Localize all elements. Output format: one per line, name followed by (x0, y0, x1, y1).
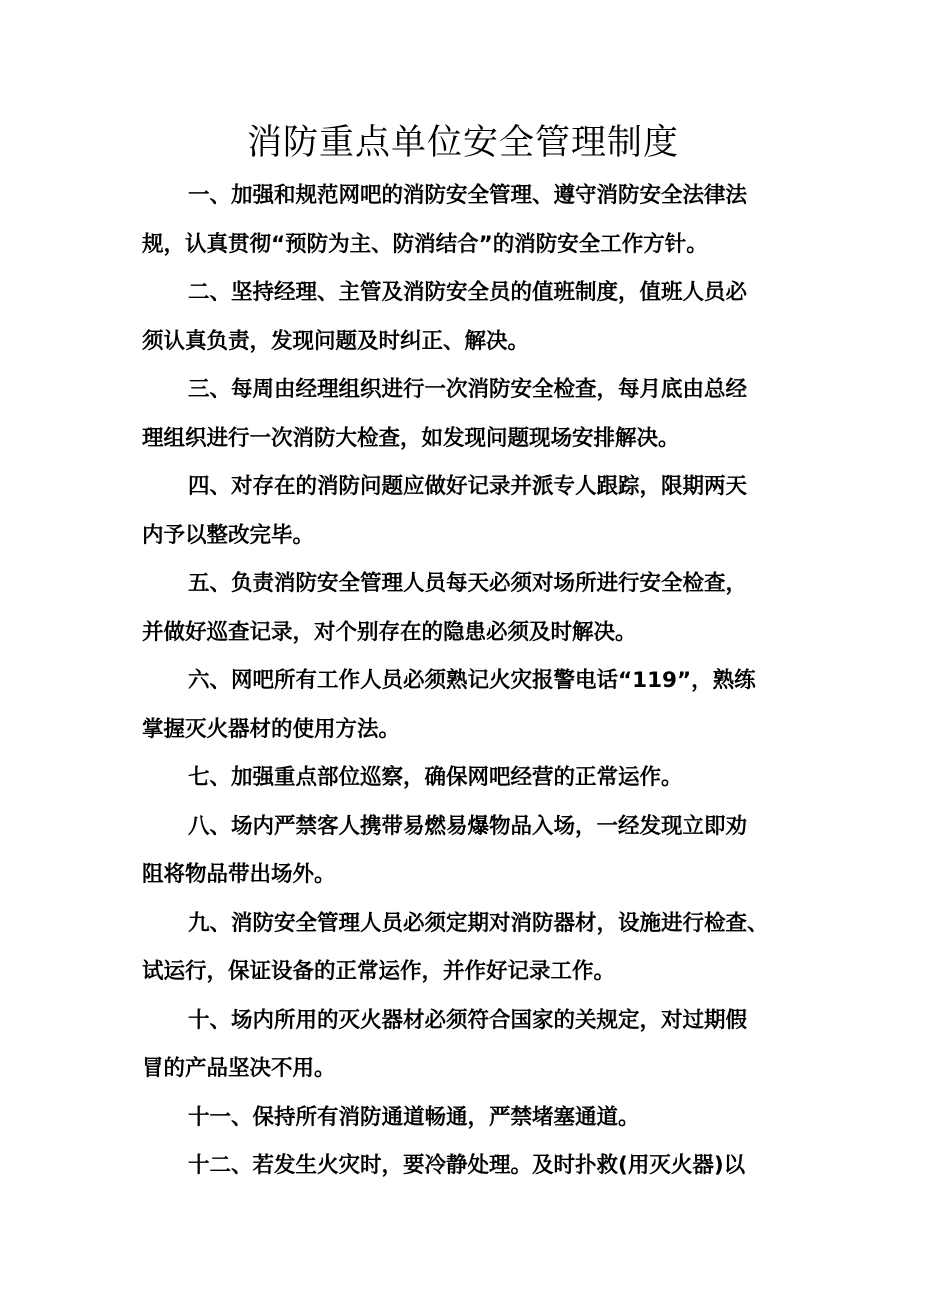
paragraph-line: 二、坚持经理、主管及消防安全员的值班制度，值班人员必 (188, 280, 748, 305)
paragraph-line: 须认真负责，发现问题及时纠正、解决。 (142, 328, 530, 354)
paragraph-11 (142, 1094, 790, 1143)
paragraph-1 (142, 172, 790, 269)
paragraph-line: 试运行，保证设备的正常运作，并作好记录工作。 (142, 959, 616, 984)
paragraph-line: 四、对存在的消防问题应做好记录并派专人跟踪，限期两天 (188, 474, 748, 499)
paragraph-10 (142, 997, 790, 1094)
paragraph-line: 七、加强重点部位巡察，确保网吧经营的正常运作。 (188, 765, 683, 790)
paragraph-line: 六、网吧所有工作人员必须熟记火灾报警电话“119”，熟练 (188, 668, 756, 693)
paragraph-line: 十二、若发生火灾时，要冷静处理。及时扑救(用灭火器)以 (188, 1153, 746, 1178)
paragraph-line: 一、加强和规范网吧的消防安全管理、遵守消防安全法律法 (188, 183, 748, 208)
paragraph-3 (142, 366, 790, 463)
paragraph-line: 十一、保持所有消防通道畅通，严禁堵塞通道。 (188, 1104, 640, 1130)
paragraph-line: 规，认真贯彻“预防为主、防消结合”的消防安全工作方针。 (142, 231, 708, 257)
paragraph-line: 八、场内严禁客人携带易燃易爆物品入场，一经发现立即劝 (188, 813, 748, 839)
paragraph-4 (142, 463, 790, 560)
paragraph-line: 冒的产品坚决不用。 (142, 1056, 336, 1081)
paragraph-line: 三、每周由经理组织进行一次消防安全检查，每月底由总经 (188, 377, 748, 402)
paragraph-line: 九、消防安全管理人员必须定期对消防器材，设施进行检查、 (188, 910, 769, 936)
paragraph-line: 十、场内所用的灭火器材必须符合国家的关规定，对过期假 (188, 1007, 748, 1033)
document-body (142, 172, 790, 1191)
paragraph-7 (142, 754, 790, 803)
paragraph-line: 掌握灭火器材的使用方法。 (142, 716, 401, 742)
document-title: 消防重点单位安全管理制度 (246, 123, 679, 163)
paragraph-12 (142, 1142, 790, 1191)
paragraph-9 (142, 900, 790, 997)
paragraph-line: 理组织进行一次消防大检查，如发现问题现场安排解决。 (142, 425, 680, 451)
paragraph-6 (142, 657, 790, 754)
paragraph-line: 并做好巡查记录，对个别存在的隐患必须及时解决。 (142, 619, 637, 645)
paragraph-line: 阻将物品带出场外。 (142, 862, 336, 887)
paragraph-2 (142, 269, 790, 366)
paragraph-8 (142, 803, 790, 900)
paragraph-5 (142, 560, 790, 657)
paragraph-line: 五、负责消防安全管理人员每天必须对场所进行安全检查， (188, 571, 748, 596)
paragraph-line: 内予以整改完毕。 (142, 522, 315, 548)
